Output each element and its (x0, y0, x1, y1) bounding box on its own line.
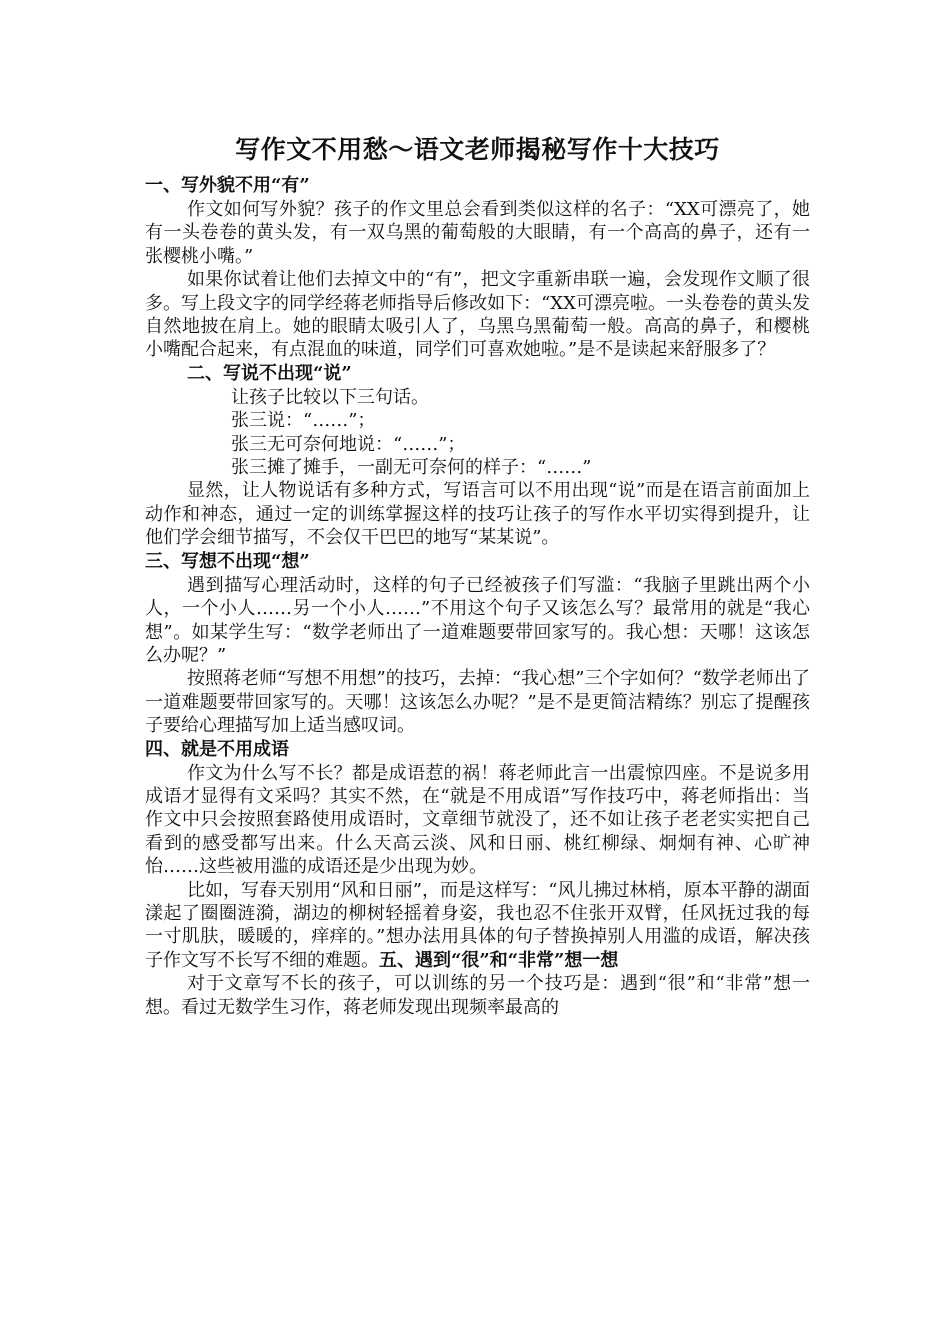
section-heading-4: 四、就是不用成语 (145, 738, 289, 760)
paragraph (145, 879, 810, 973)
paragraph: 显然，让人物说话有多种方式，写语言可以不用出现“说”而是在语言前面加上动作和神态，通过一定的训练掌握这样的技巧让孩子的写作水平切实得到提升，让他们学会细节描写，不会仅干巴巴的地写“某某说”。 (145, 480, 810, 549)
paragraph: 按照蒋老师“写想不用想”的技巧，去掉：“我心想”三个字如何？“数学老师出了一道难题要带回家写的。天哪！这该怎么办呢？”是不是更简洁精练？别忘了提醒孩子要给心理描写加上适当感叹词。 (145, 668, 810, 737)
paragraph: 作文为什么写不长？都是成语惹的祸！蒋老师此言一出震惊四座。不是说多用成语才显得有文采吗？其实不然，在“就是不用成语”写作技巧中，蒋老师指出：当作文中只会按照套路使用成语时，文章细节就没了，还不如让孩子老老实实把自己看到的感受都写出来。什么天高云淡、风和日丽、桃红柳绿、炯炯有神、心旷神怡……这些被用滥的成语还是少出现为妙。 (145, 762, 810, 878)
paragraph: 作文如何写外貌？孩子的作文里总会看到类似这样的名子：“XX可漂亮了，她有一头卷卷的黄头发，有一双乌黑的葡萄般的大眼睛，有一个高高的鼻子，还有一张樱桃小嘴。” (145, 199, 810, 267)
example-line: 让孩子比较以下三句话。 (231, 386, 429, 408)
example-line: 张三无可奈何地说：“……”； (231, 433, 466, 455)
paragraph: 对于文章写不长的孩子，可以训练的另一个技巧是：遇到“很”和“非常”想一想。看过无数学生习作，蒋老师发现出现频率最高的 (145, 973, 810, 1018)
section-heading-5: 五、遇到“很”和“非常”想一想 (379, 949, 619, 971)
section-heading-3: 三、写想不出现“想” (145, 550, 310, 572)
section-heading-1: 一、写外貌不用“有” (145, 175, 310, 196)
section-heading-2: 二、写说不出现“说” (187, 362, 352, 384)
document-page (145, 130, 810, 1019)
document-title: 写作文不用愁～语文老师揭秘写作十大技巧 (235, 135, 720, 164)
example-line: 张三摊了摊手，一副无可奈何的样子：“……” (231, 457, 592, 479)
paragraph: 如果你试着让他们去掉文中的“有”，把文字重新串联一遍，会发现作文顺了很多。写上段文字的同学经蒋老师指导后修改如下：“XX可漂亮啦。一头卷卷的黄头发自然地披在肩上。她的眼睛太吸引人了，乌黑乌黑葡萄一般。高高的鼻子，和樱桃小嘴配合起来，有点混血的味道，同学们可喜欢她啦。”是不是读起来舒服多了？ (145, 269, 810, 361)
paragraph: 遇到描写心理活动时，这样的句子已经被孩子们写滥：“我脑子里跳出两个小人，一个小人……另一个小人……”不用这个句子又该怎么写？最常用的就是“我心想”。如某学生写：“数学老师出了一道难题要带回家写的。我心想：天哪！这该怎么办呢？” (145, 574, 810, 666)
example-line: 张三说：“……”； (231, 410, 376, 432)
paragraph-text: 比如，写春天别用“风和日丽”，而是这样写：“风儿拂过林梢，原本平静的湖面漾起了圈圈涟漪，湖边的柳树轻摇着身姿，我也忍不住张开双臂，任风抚过我的每一寸肌肤，暖暖的，痒痒的。”想办法用具体的句子替换掉别人用滥的成语，解决孩子作文写不长写不细的难题。 (145, 879, 810, 971)
